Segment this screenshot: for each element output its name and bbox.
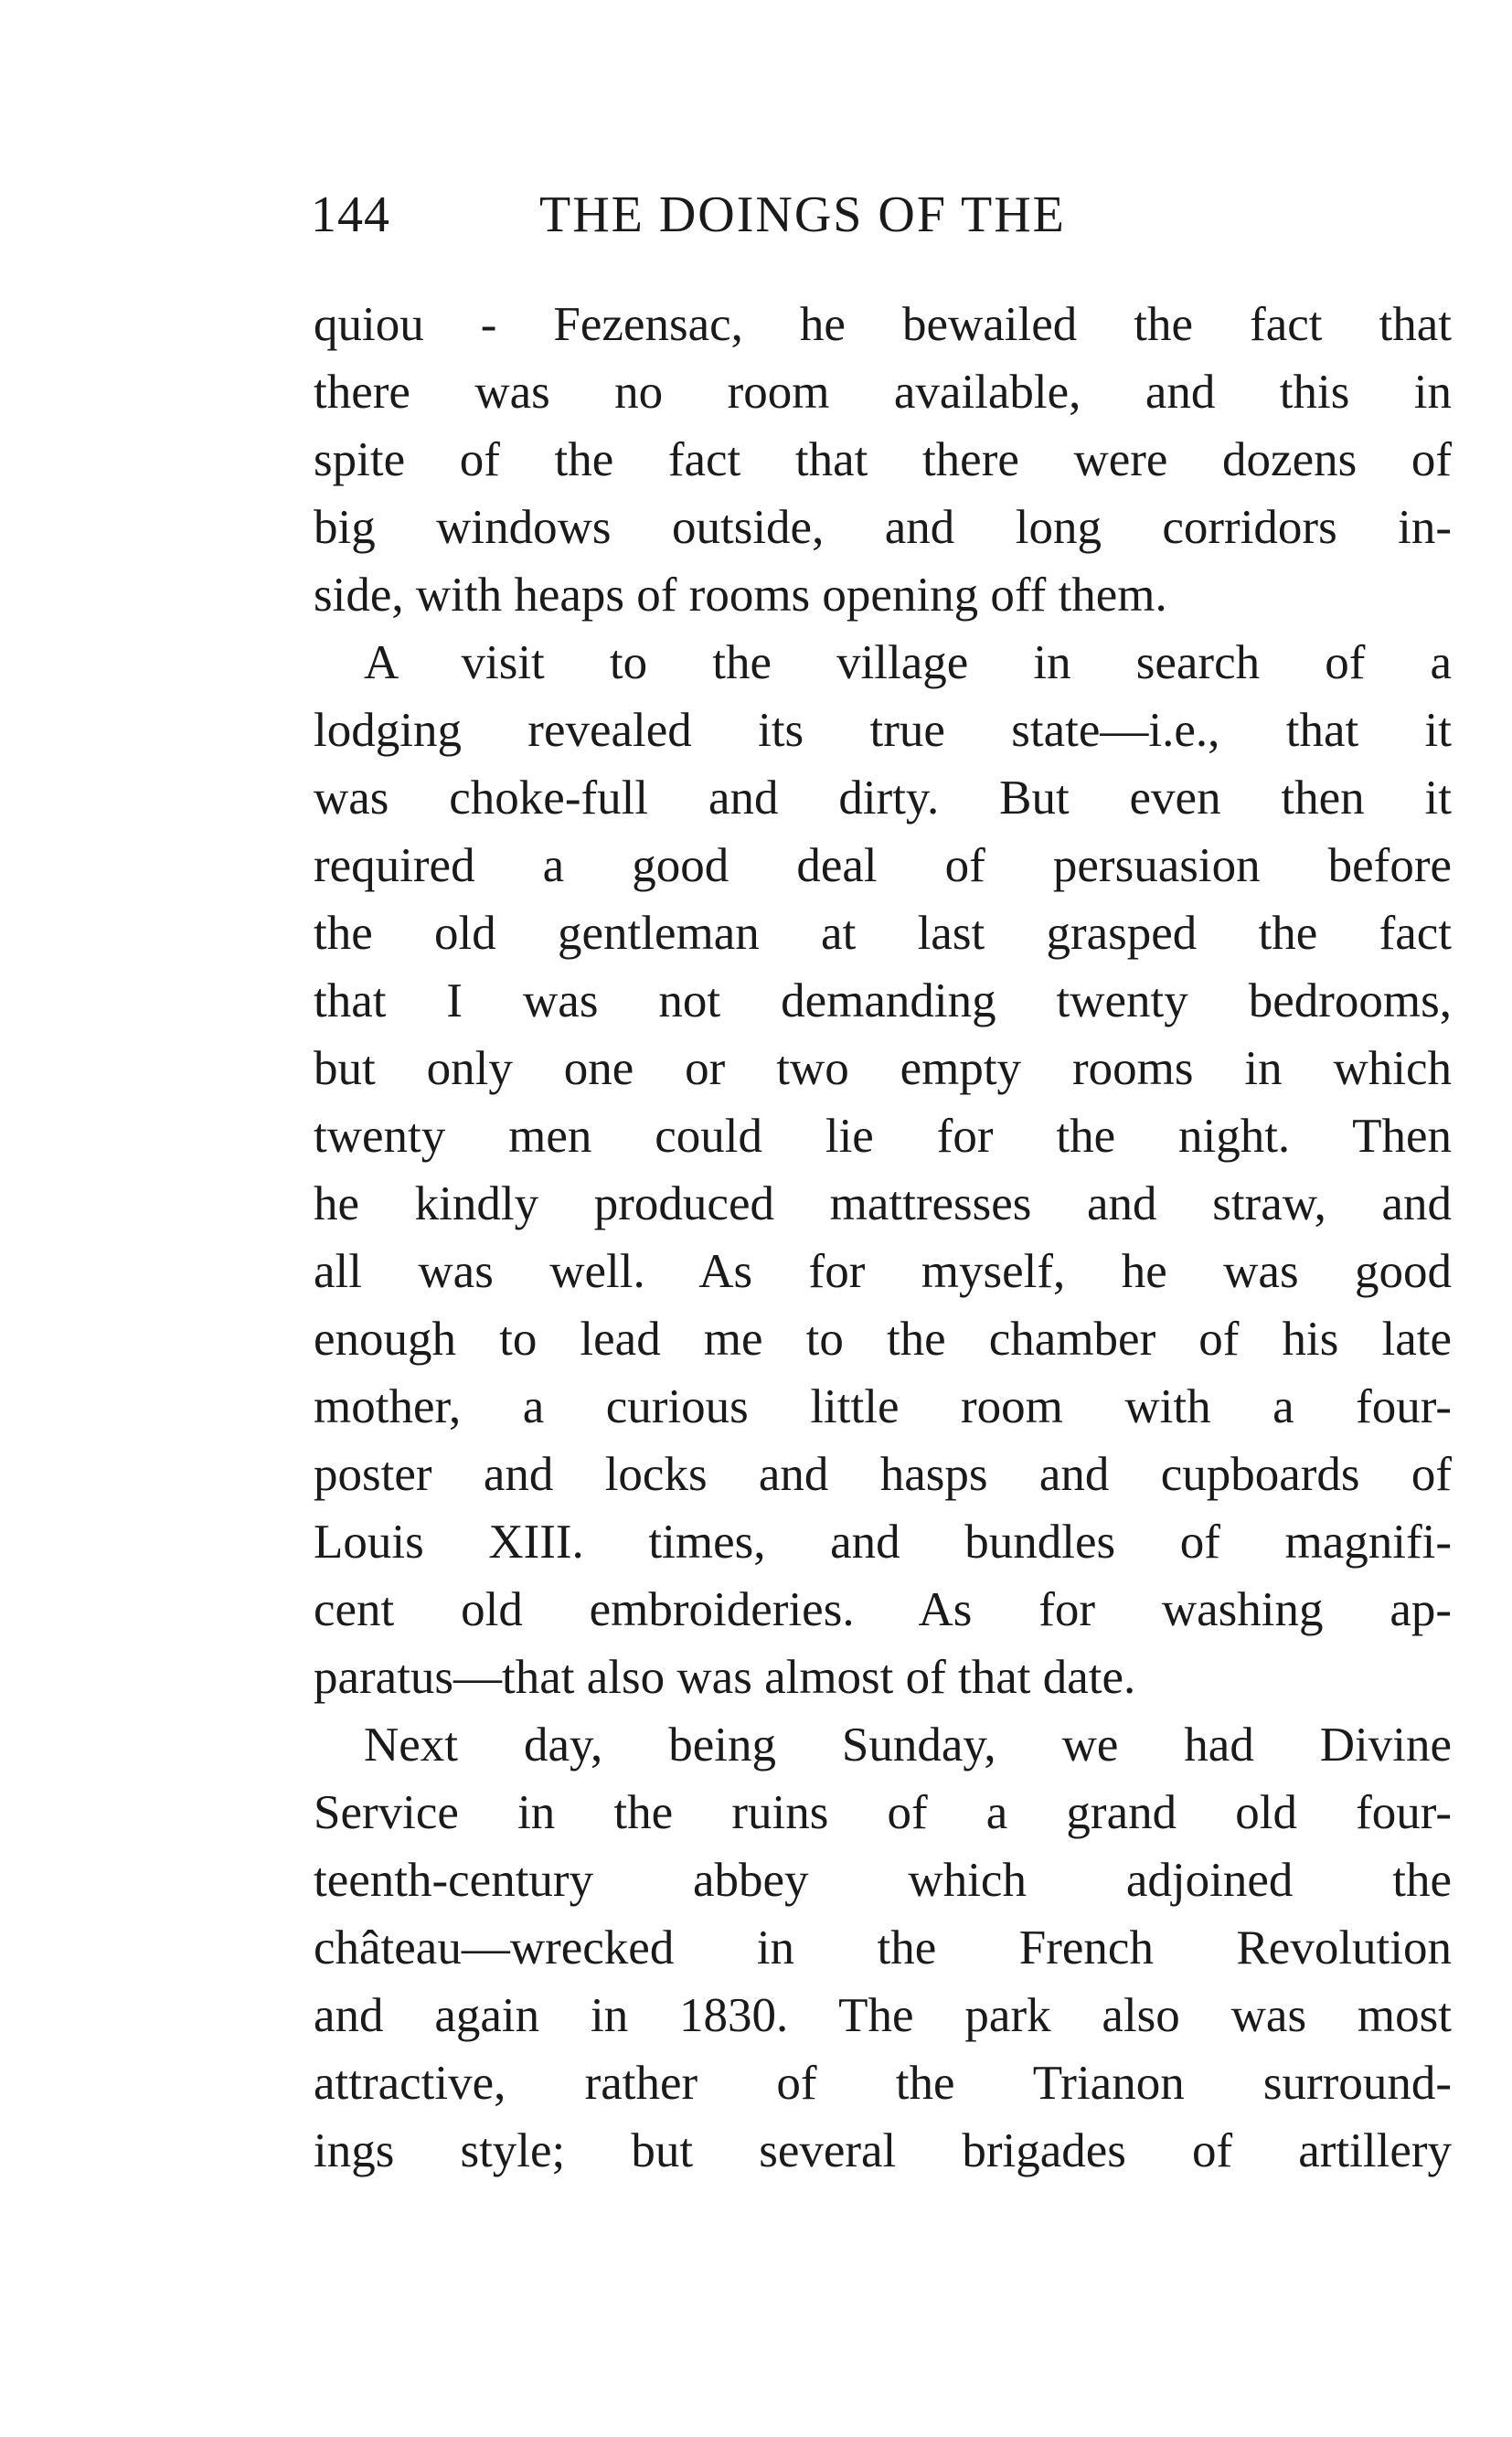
- text-line: but only one or two empty rooms in which: [314, 1042, 1452, 1095]
- text-line: the old gentleman at last grasped the fact: [314, 907, 1452, 960]
- text-line: there was no room available, and this in: [314, 366, 1452, 419]
- text-line: quiou - Fezensac, he bewailed the fact that: [314, 298, 1452, 351]
- running-head: [311, 183, 1453, 247]
- text-line: cent old embroideries. As for washing ap-: [314, 1583, 1452, 1636]
- text-line: paratus—that also was almost of that date.: [314, 1651, 1136, 1704]
- text-line: Service in the ruins of a grand old four-: [314, 1786, 1452, 1839]
- text-line: teenth-century abbey which adjoined the: [314, 1854, 1452, 1907]
- text-line: all was well. As for myself, he was good: [314, 1245, 1452, 1298]
- text-line: ings style; but several brigades of artillery: [314, 2124, 1452, 2177]
- body-text: [314, 291, 1452, 2185]
- page-number: 144: [311, 186, 390, 243]
- text-line: required a good deal of persuasion before: [314, 839, 1452, 892]
- text-line: A visit to the village in search of a: [364, 636, 1452, 689]
- text-line: Next day, being Sunday, we had Divine: [364, 1719, 1452, 1772]
- text-line: and again in 1830. The park also was most: [314, 1989, 1452, 2042]
- text-line: twenty men could lie for the night. Then: [314, 1110, 1452, 1163]
- text-line: spite of the fact that there were dozens of: [314, 433, 1452, 486]
- text-line: poster and locks and hasps and cupboards of: [314, 1448, 1452, 1501]
- running-title: THE DOINGS OF THE: [539, 186, 1066, 243]
- text-line: château—wrecked in the French Revolution: [314, 1921, 1452, 1974]
- text-line: attractive, rather of the Trianon surround-: [314, 2057, 1452, 2110]
- text-line: enough to lead me to the chamber of his late: [314, 1313, 1452, 1366]
- text-line: was choke-full and dirty. But even then it: [314, 772, 1452, 825]
- text-line: Louis XIII. times, and bundles of magnifi-: [314, 1516, 1452, 1569]
- text-line: lodging revealed its true state—i.e., that it: [314, 704, 1452, 757]
- text-line: big windows outside, and long corridors in-: [314, 501, 1452, 554]
- text-line: side, with heaps of rooms opening off them.: [314, 569, 1167, 622]
- text-line: he kindly produced mattresses and straw, and: [314, 1177, 1452, 1230]
- text-line: that I was not demanding twenty bedrooms,: [314, 974, 1452, 1027]
- text-line: mother, a curious little room with a four-: [314, 1380, 1452, 1433]
